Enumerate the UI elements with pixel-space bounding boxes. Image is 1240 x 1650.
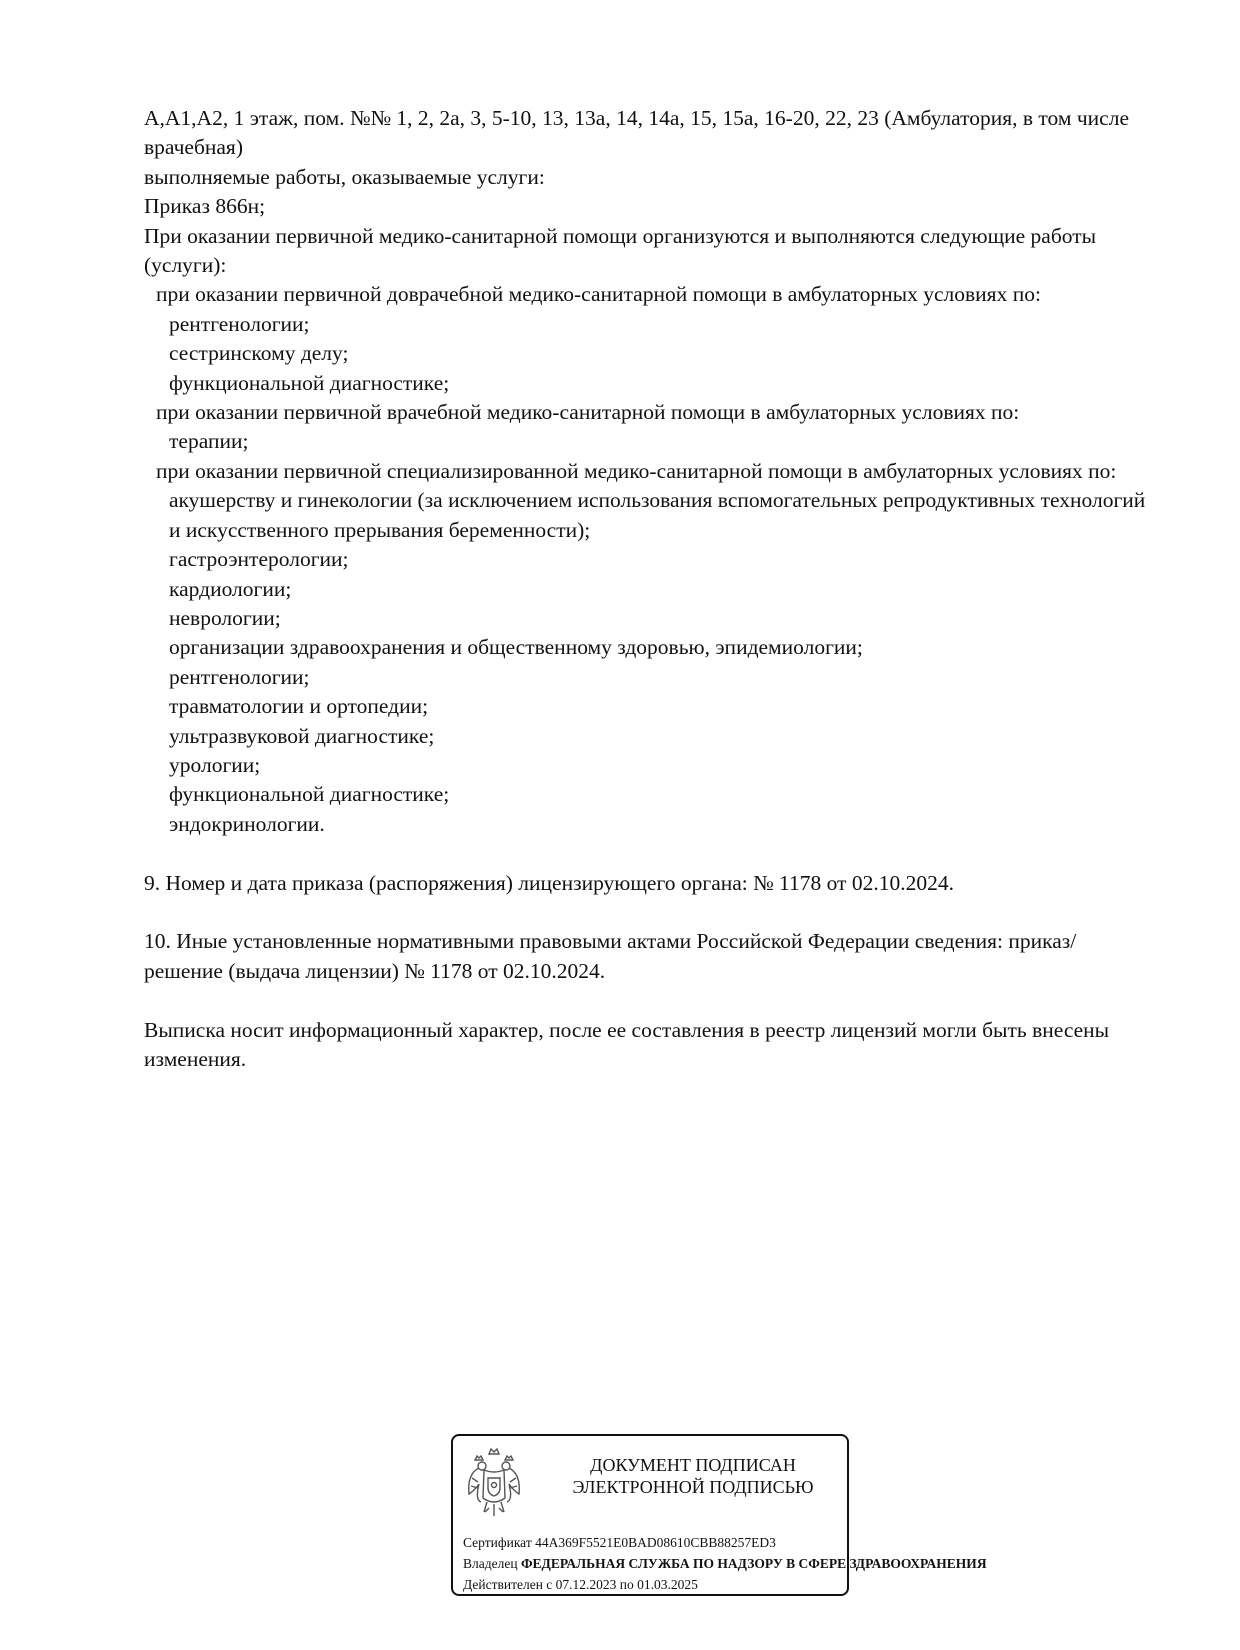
paragraph-gap: [144, 839, 1154, 868]
section-heading: при оказании первичной специализированной медико-санитарной помощи в амбулаторных условиях по:: [156, 458, 1117, 483]
list-item: организации здравоохранения и общественному здоровью, эпидемиологии;: [169, 635, 863, 660]
text-line: выполняемые работы, оказываемые услуги:: [144, 164, 545, 189]
electronic-signature-stamp: [451, 1434, 987, 1596]
list-item: сестринскому делу;: [169, 341, 349, 366]
list-item: акушерству и гинекологии (за исключением использования вспомогательных репродуктивных технологий и искусственного прерывания беременности);: [169, 488, 1146, 542]
stamp-title-line-2: ЭЛЕКТРОННОЙ ПОДПИСЬЮ: [572, 1477, 814, 1497]
text-line: Приказ 866н;: [144, 194, 266, 219]
list-item: ультразвуковой диагностике;: [169, 723, 435, 748]
paragraph-gap: [144, 986, 1154, 1015]
list-item: неврологии;: [169, 605, 281, 630]
text-line: При оказании первичной медико-санитарной помощи организуются и выполняются следующие работы (услуги):: [144, 223, 1097, 278]
list-item: терапии;: [169, 429, 249, 454]
list-item: урологии;: [169, 752, 261, 777]
list-item: функциональной диагностике;: [169, 370, 450, 395]
item-9-order-number: 9. Номер и дата приказа (распоряжения) лицензирующего органа: № 1178 от 02.10.2024.: [144, 870, 954, 895]
certificate-line: [463, 1532, 853, 1553]
stamp-title-line-1: ДОКУМЕНТ ПОДПИСАН: [590, 1455, 796, 1475]
paragraph-gap: [144, 898, 1154, 927]
services-list: [144, 104, 1154, 839]
list-item: рентгенологии;: [169, 311, 310, 336]
owner-value: ФЕДЕРАЛЬНАЯ СЛУЖБА ПО НАДЗОРУ В СФЕРЕ ЗДРАВООХРАНЕНИЯ: [520, 1556, 987, 1571]
disclaimer-notice: Выписка носит информационный характер, после ее составления в реестр лицензий могли быть внесены изменения.: [144, 1017, 1110, 1071]
list-item: кардиологии;: [169, 576, 292, 601]
list-item: рентгенологии;: [169, 664, 310, 689]
text-line: А,А1,А2, 1 этаж, пом. №№ 1, 2, 2а, 3, 5-10, 13, 13а, 14, 14а, 15, 15а, 16-20, 22, 23 (Амбулатория, в том числе врачебная): [144, 106, 1129, 160]
item-10-other-info: 10. Иные установленные нормативными правовыми актами Российской Федерации сведения: приказ/решение (выдача лицензии) № 1178 от 02.10.2024.: [144, 929, 1077, 983]
list-item: травматологии и ортопедии;: [169, 694, 429, 719]
section-heading: при оказании первичной доврачебной медико-санитарной помощи в амбулаторных условиях по:: [156, 282, 1041, 307]
validity-line: Действителен с 07.12.2023 по 01.03.2025: [463, 1577, 698, 1592]
certificate-value: 44A369F5521E0BAD08610CBB88257ED3: [535, 1535, 776, 1550]
owner-label: Владелец: [463, 1556, 518, 1571]
section-heading: при оказании первичной врачебной медико-санитарной помощи в амбулаторных условиях по:: [156, 400, 1020, 425]
russian-coat-of-arms-icon: [465, 1444, 523, 1522]
owner-line: [463, 1553, 987, 1574]
list-item: функциональной диагностике;: [169, 782, 450, 807]
stamp-details: [463, 1532, 987, 1595]
certificate-label: Сертификат: [463, 1535, 532, 1550]
list-item: эндокринологии.: [169, 811, 325, 836]
stamp-title: [543, 1454, 843, 1498]
list-item: гастроэнтерологии;: [169, 547, 349, 572]
document-body: [144, 104, 1154, 1074]
